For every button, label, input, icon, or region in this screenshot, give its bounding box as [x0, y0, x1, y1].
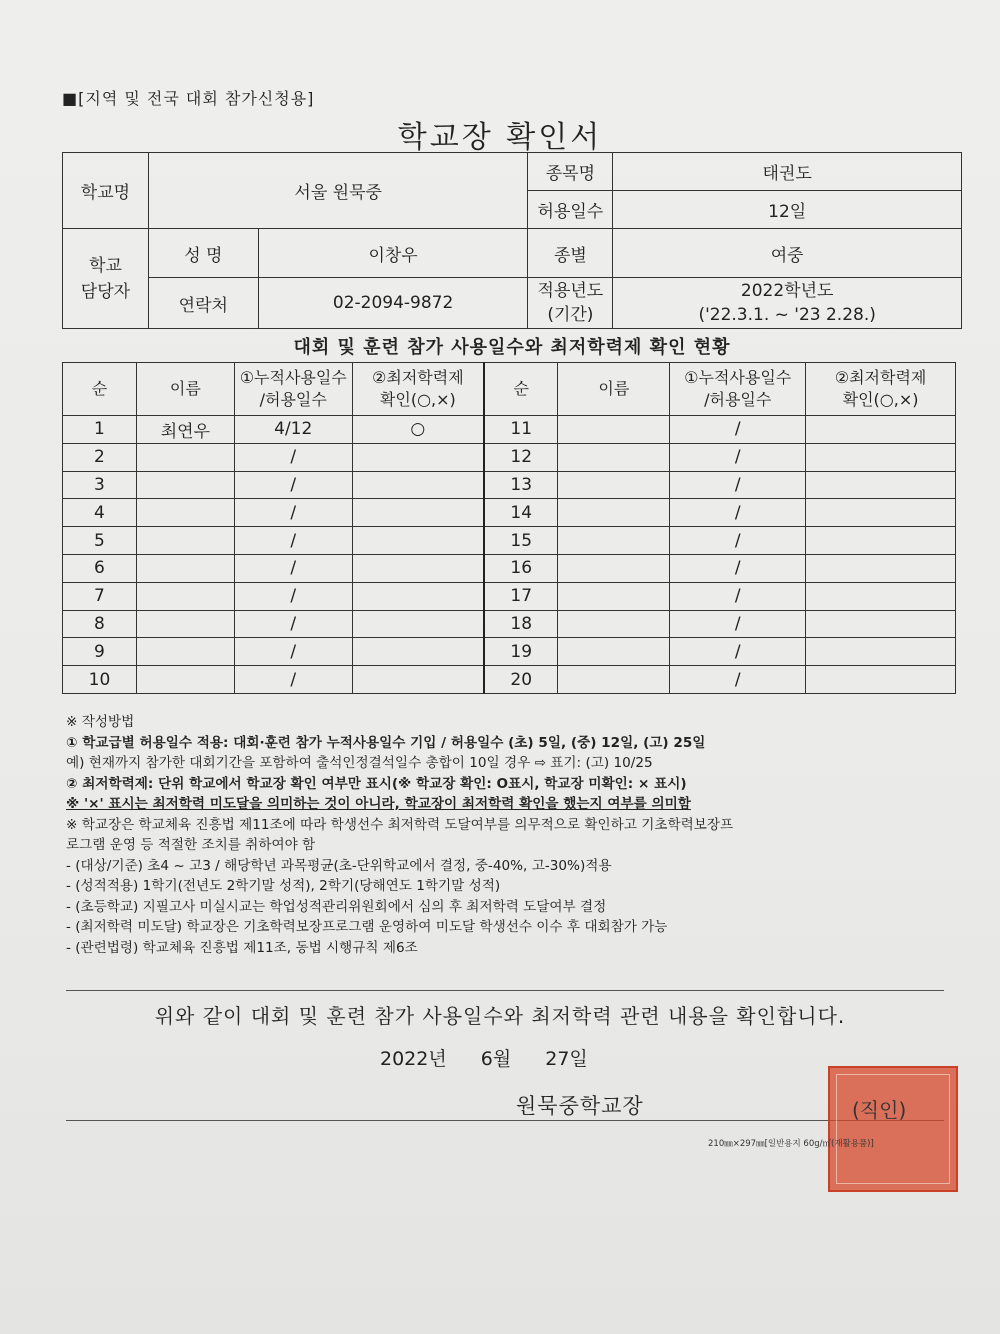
cell-days: /	[234, 638, 352, 666]
cell-no: 6	[63, 554, 137, 582]
cell-name	[558, 582, 670, 610]
cell-name	[558, 666, 670, 694]
note-line: - (최저학력 미도달) 학교장은 기초학력보장프로그램 운영하여 미도달 학생선수 이수 후 대회참가 가능	[66, 919, 668, 935]
cell-days: /	[670, 416, 806, 444]
cell-days: /	[234, 443, 352, 471]
table-row	[63, 666, 956, 694]
cell-days: /	[234, 554, 352, 582]
note-line: 예) 현재까지 참가한 대회기간을 포함하여 출석인정결석일수 총합이 10일 경우 ⇨ 표기: (고) 10/25	[66, 755, 653, 771]
note-line: ※ 학교장은 학교체육 진흥법 제11조에 따라 학생선수 최저학력 도달여부를 의무적으로 확인하고 기초학력보장프	[66, 816, 734, 833]
cell-no: 11	[484, 416, 558, 444]
cell-name	[558, 638, 670, 666]
column-header: ①누적사용일수 /허용일수	[670, 363, 806, 416]
cell-days: /	[670, 499, 806, 527]
cell-check	[352, 443, 484, 471]
contact-label: 연락처	[148, 278, 258, 329]
cell-name	[136, 638, 234, 666]
cell-check	[806, 471, 956, 499]
table-row	[63, 443, 956, 471]
cell-days: /	[234, 582, 352, 610]
cell-name	[136, 527, 234, 555]
cell-days: 4/12	[234, 416, 352, 444]
period-value: ('22.3.1. ~ '23 2.28.)	[698, 305, 876, 325]
column-header: ②최저학력제 확인(○,×)	[352, 363, 484, 416]
cell-no: 18	[484, 610, 558, 638]
seal-mark: (직인)	[852, 1098, 907, 1122]
cell-no: 16	[484, 554, 558, 582]
official-seal	[828, 1066, 958, 1192]
event-label: 종목명	[528, 153, 613, 191]
cell-name	[558, 554, 670, 582]
cell-check	[352, 666, 484, 694]
document-date: 2022년 6월 27일	[380, 1048, 588, 1070]
cell-days: /	[670, 471, 806, 499]
allowed-days-label: 허용일수	[528, 191, 613, 229]
cell-no: 19	[484, 638, 558, 666]
cell-check	[806, 638, 956, 666]
cell-days: /	[670, 554, 806, 582]
note-line: - (관련법령) 학교체육 진흥법 제11조, 동법 시행규칙 제6조	[66, 939, 418, 956]
gender-value: 여중	[613, 229, 962, 278]
instructions	[66, 712, 946, 958]
table-row	[63, 554, 956, 582]
cell-name	[136, 666, 234, 694]
cell-days: /	[234, 527, 352, 555]
cell-name	[558, 527, 670, 555]
year-value-cell	[613, 278, 962, 329]
info-table	[62, 152, 962, 329]
cell-check	[806, 499, 956, 527]
note-line: - (성적적용) 1학기(전년도 2학기말 성적), 2학기(당해연도 1학기말 성적)	[66, 878, 501, 894]
cell-name	[558, 416, 670, 444]
divider	[66, 990, 944, 991]
cell-no: 4	[63, 499, 137, 527]
cell-no: 13	[484, 471, 558, 499]
cell-days: /	[670, 527, 806, 555]
cell-no: 9	[63, 638, 137, 666]
school-value: 서울 원묵중	[148, 153, 528, 229]
table-row	[63, 610, 956, 638]
cell-name	[136, 471, 234, 499]
cell-no: 15	[484, 527, 558, 555]
note-line: - (초등학교) 지필고사 미실시교는 학업성적관리위원회에서 심의 후 최저학력 도달여부 결정	[66, 898, 607, 915]
cell-no: 1	[63, 416, 137, 444]
cell-days: /	[234, 499, 352, 527]
school-label: 학교명	[63, 153, 149, 229]
cell-no: 7	[63, 582, 137, 610]
cell-no: 20	[484, 666, 558, 694]
cell-days: /	[234, 610, 352, 638]
column-header: 이름	[558, 363, 670, 416]
cell-name: 최연우	[136, 416, 234, 444]
table-row	[63, 527, 956, 555]
table-row	[63, 499, 956, 527]
cell-check	[352, 638, 484, 666]
note-line: ※ '×' 표시는 최저학력 미도달을 의미하는 것이 아니라, 학교장이 최저학력 확인을 했는지 여부를 의미함	[66, 796, 691, 812]
cell-no: 14	[484, 499, 558, 527]
column-header: 순	[484, 363, 558, 416]
note-line: ① 학교급별 허용일수 적용: 대회·훈련 참가 누적사용일수 기입 / 허용일수 (초) 5일, (중) 12일, (고) 25일	[66, 734, 706, 751]
cell-days: /	[670, 610, 806, 638]
cell-check	[806, 443, 956, 471]
column-header: 순	[63, 363, 137, 416]
cell-days: /	[670, 666, 806, 694]
table-row	[63, 471, 956, 499]
table-row	[63, 416, 956, 444]
column-header: ①누적사용일수 /허용일수	[234, 363, 352, 416]
form-category: ■[지역 및 전국 대회 참가신청용]	[62, 89, 315, 108]
note-line: ② 최저학력제: 단위 학교에서 학교장 확인 여부만 표시(※ 학교장 확인: O표시, 학교장 미확인: × 표시)	[66, 775, 687, 792]
allowed-days-value: 12일	[613, 191, 962, 229]
column-header: ②최저학력제 확인(○,×)	[806, 363, 956, 416]
cell-days: /	[234, 666, 352, 694]
cell-check	[352, 471, 484, 499]
cell-name	[558, 471, 670, 499]
cell-check: ○	[352, 416, 484, 444]
cell-name	[558, 610, 670, 638]
status-banner: 대회 및 훈련 참가 사용일수와 최저학력제 확인 현황	[293, 337, 731, 358]
cell-name	[558, 499, 670, 527]
cell-name	[136, 554, 234, 582]
cell-days: /	[670, 582, 806, 610]
cell-check	[806, 527, 956, 555]
participation-table	[62, 362, 956, 694]
cell-check	[352, 527, 484, 555]
cell-name	[558, 443, 670, 471]
cell-check	[806, 610, 956, 638]
cell-no: 8	[63, 610, 137, 638]
year-label: 적용년도 (기간)	[528, 278, 613, 329]
paper-spec: 210㎜×297㎜[일반용지 60g/㎡(재활용품)]	[708, 1139, 874, 1149]
note-line: 로그램 운영 등 적절한 조치를 취하여야 함	[66, 837, 316, 853]
name-value: 이창우	[258, 229, 528, 278]
note-line: ※ 작성방법	[66, 714, 135, 730]
event-value: 태권도	[613, 153, 962, 191]
cell-check	[352, 554, 484, 582]
name-label: 성 명	[148, 229, 258, 278]
cell-no: 2	[63, 443, 137, 471]
document-title: 학교장 확인서	[397, 120, 603, 155]
cell-name	[136, 610, 234, 638]
cell-days: /	[670, 638, 806, 666]
confirmation-text: 위와 같이 대회 및 훈련 참가 사용일수와 최저학력 관련 내용을 확인합니다.	[154, 1004, 846, 1028]
column-header: 이름	[136, 363, 234, 416]
cell-no: 10	[63, 666, 137, 694]
table-row	[63, 582, 956, 610]
principal-name: 원묵중학교장	[516, 1094, 644, 1118]
staff-label: 학교 담당자	[63, 229, 149, 329]
cell-no: 17	[484, 582, 558, 610]
cell-no: 3	[63, 471, 137, 499]
cell-check	[806, 554, 956, 582]
cell-check	[352, 610, 484, 638]
note-line: - (대상/기준) 초4 ~ 고3 / 해당학년 과목평균(초-단위학교에서 결정, 중-40%, 고-30%)적용	[66, 857, 612, 874]
cell-no: 5	[63, 527, 137, 555]
cell-check	[352, 582, 484, 610]
cell-check	[806, 666, 956, 694]
cell-name	[136, 499, 234, 527]
contact-value: 02-2094-9872	[258, 278, 528, 329]
cell-check	[806, 582, 956, 610]
table-row	[63, 638, 956, 666]
cell-name	[136, 443, 234, 471]
cell-name	[136, 582, 234, 610]
cell-days: /	[670, 443, 806, 471]
cell-check	[806, 416, 956, 444]
cell-days: /	[234, 471, 352, 499]
year-value: 2022학년도	[740, 281, 834, 301]
divider	[66, 1120, 944, 1121]
gender-label: 종별	[528, 229, 613, 278]
cell-check	[352, 499, 484, 527]
cell-no: 12	[484, 443, 558, 471]
